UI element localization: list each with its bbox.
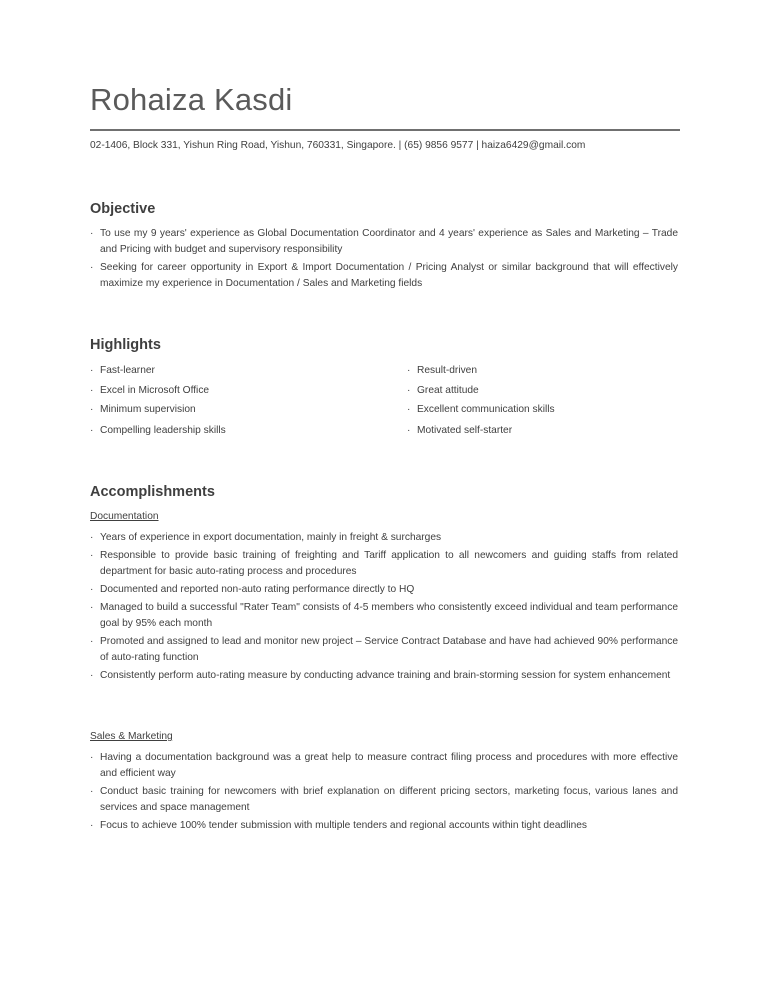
- documentation-item: · Promoted and assigned to lead and monitor new project – Service Contract Database and have had achieved 90% performance of auto-rating function: [90, 634, 678, 666]
- objective-list: [90, 226, 678, 294]
- highlight-item: · Fast-learner: [90, 364, 155, 378]
- highlights-title: Highlights: [90, 337, 161, 353]
- sales-subheading: Sales & Marketing: [90, 731, 173, 742]
- sales-list: [90, 750, 678, 836]
- objective-item: · Seeking for career opportunity in Export & Import Documentation / Pricing Analyst or similar background that will effectively maximize my experience in Documentation / Sales and Marketing fields: [90, 260, 678, 292]
- documentation-item: · Responsible to provide basic training of freighting and Tariff application to all newcomers and guiding staffs from related department for basic auto-rating process and procedures: [90, 548, 678, 580]
- documentation-item: · Consistently perform auto-rating measure by conducting advance training and brain-storming session for system enhancement: [90, 668, 678, 684]
- documentation-item: · Managed to build a successful "Rater Team" consists of 4-5 members who consistently exceed individual and team performance goal by 95% each month: [90, 600, 678, 632]
- candidate-name: Rohaiza Kasdi: [90, 82, 293, 117]
- documentation-item: · Documented and reported non-auto rating performance directly to HQ: [90, 582, 678, 598]
- contact-info: 02-1406, Block 331, Yishun Ring Road, Yishun, 760331, Singapore. | (65) 9856 9577 | haiza6429@gmail.com: [90, 140, 586, 151]
- objective-item: · To use my 9 years' experience as Global Documentation Coordinator and 4 years' experience as Sales and Marketing – Trade and Pricing with budget and supervisory responsibility: [90, 226, 678, 258]
- sales-item: · Having a documentation background was a great help to measure contract filing process and procedures with more effective and efficient way: [90, 750, 678, 782]
- highlight-item: · Excel in Microsoft Office: [90, 384, 209, 398]
- sales-item: · Focus to achieve 100% tender submission with multiple tenders and regional accounts within tight deadlines: [90, 818, 678, 834]
- objective-title: Objective: [90, 201, 156, 217]
- highlight-item: · Excellent communication skills: [407, 403, 555, 417]
- highlight-item: · Motivated self-starter: [407, 424, 512, 438]
- sales-item: · Conduct basic training for newcomers with brief explanation on different pricing sectors, marketing focus, various lanes and services and space management: [90, 784, 678, 816]
- documentation-subheading: Documentation: [90, 511, 159, 522]
- highlight-item: · Result-driven: [407, 364, 477, 378]
- highlight-item: · Compelling leadership skills: [90, 424, 226, 438]
- documentation-item: · Years of experience in export documentation, mainly in freight & surcharges: [90, 530, 678, 546]
- highlight-item: · Great attitude: [407, 384, 479, 398]
- documentation-list: [90, 530, 678, 686]
- accomplishments-title: Accomplishments: [90, 484, 215, 500]
- highlight-item: · Minimum supervision: [90, 403, 196, 417]
- header-divider: [90, 129, 680, 131]
